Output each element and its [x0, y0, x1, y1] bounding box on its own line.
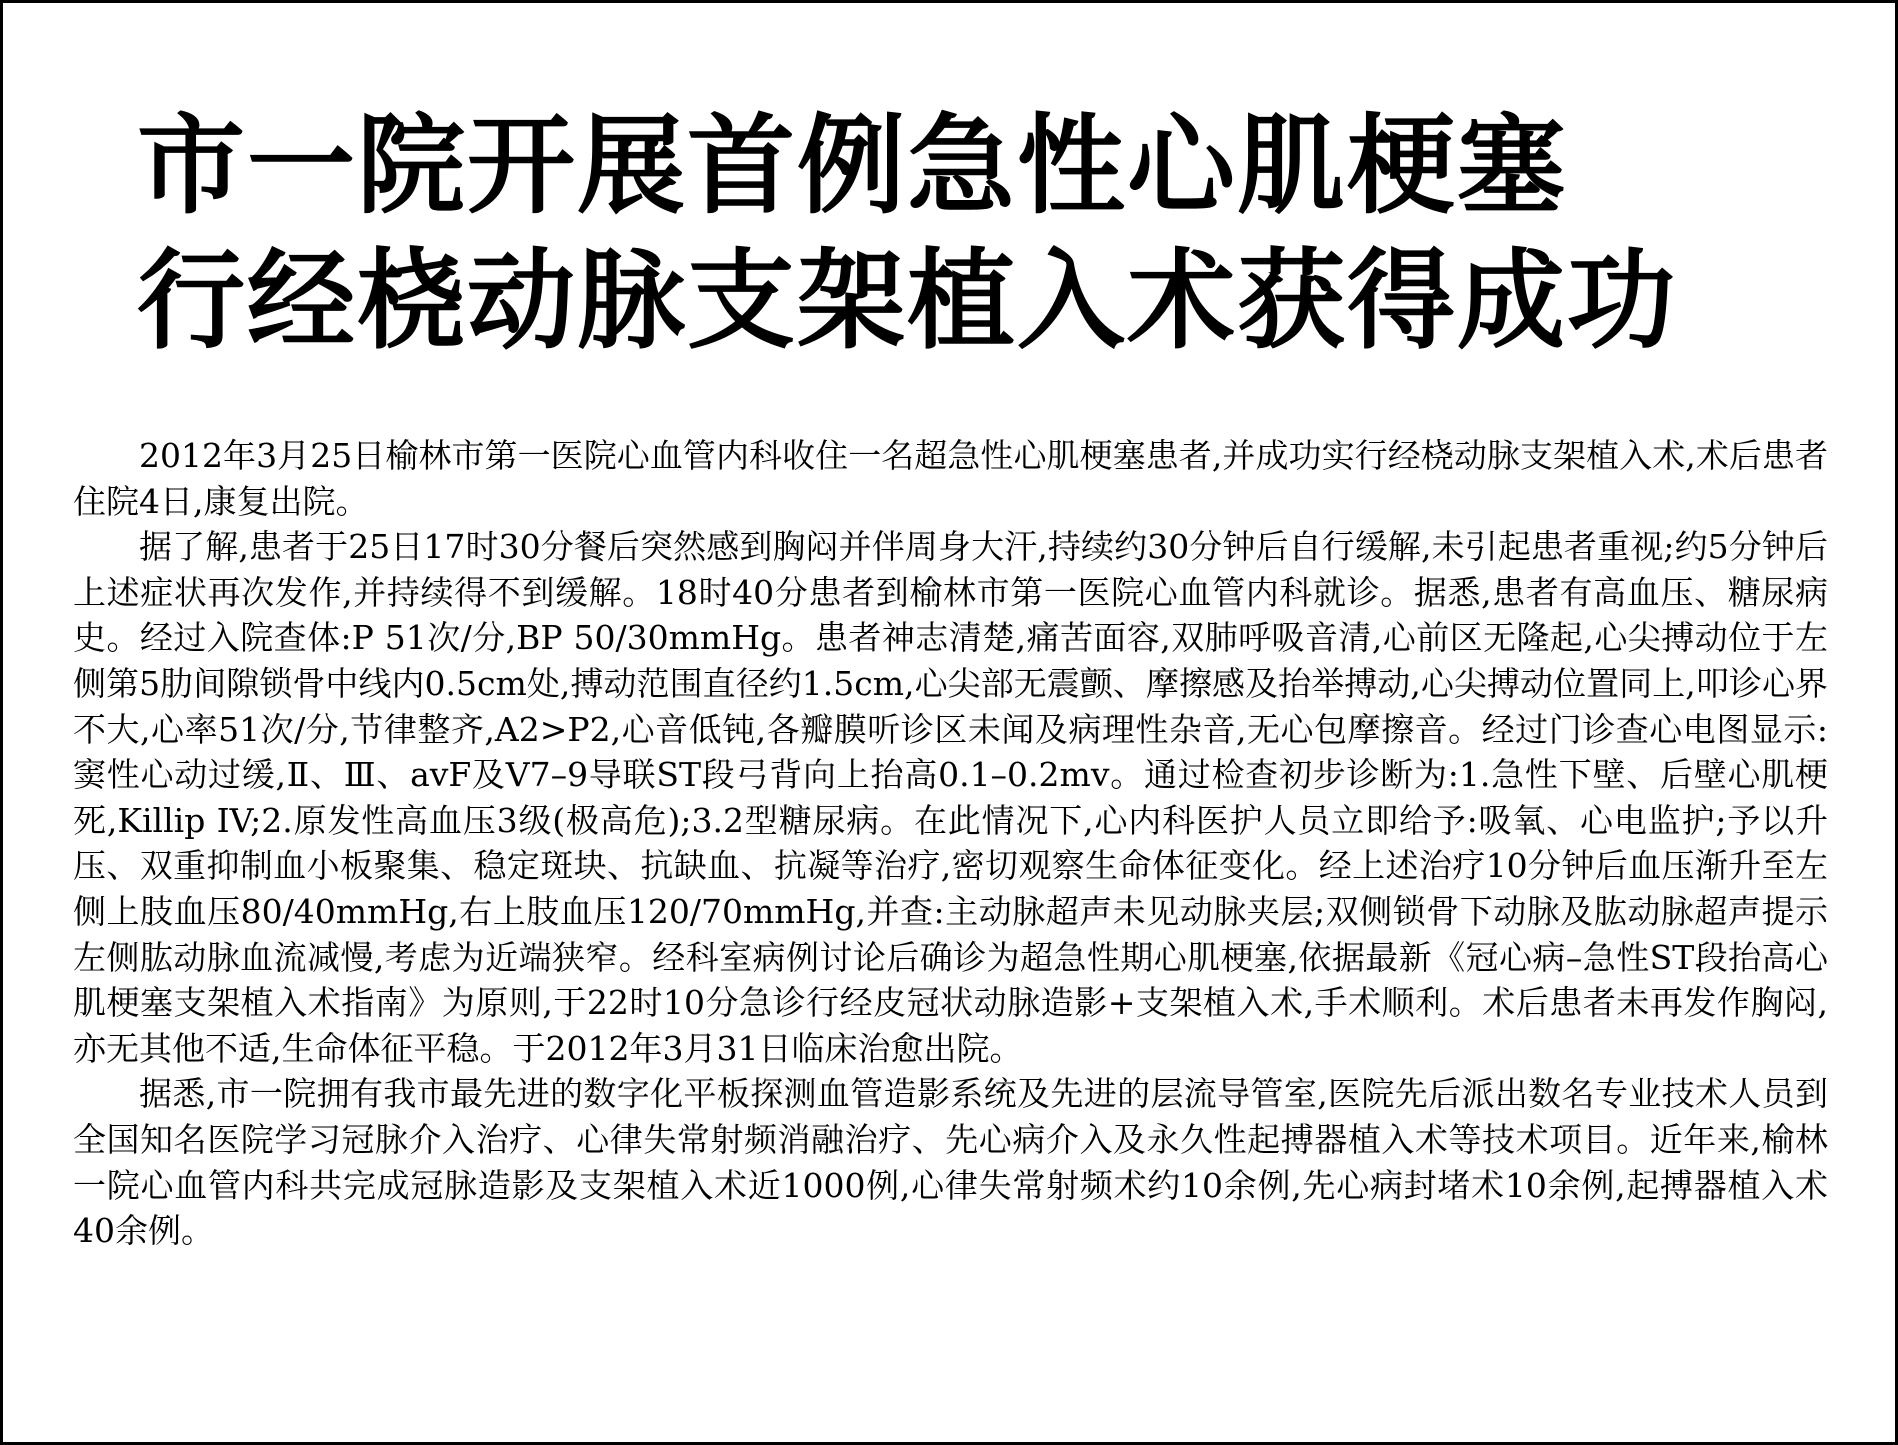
headline-line-2: 行经桡动脉支架植入术获得成功: [137, 239, 1678, 364]
paragraph-3: 据悉,市一院拥有我市最先进的数字化平板探测血管造影系统及先进的层流导管室,医院先后派出数名专业技术人员到全国知名医院学习冠脉介入治疗、心律失常射频消融治疗、先心病介入及永久性起搏器植入术等技术项目。近年来,榆林一院心血管内科共完成冠脉造影及支架植入术近1000例,心律失常射频术约10余例,先心病封堵术10余例,起搏器植入术40余例。: [73, 1074, 1828, 1251]
headline: [137, 99, 1837, 369]
paragraph-1: 2012年3月25日榆林市第一医院心血管内科收住一名超急性心肌梗塞患者,并成功实行经桡动脉支架植入术,术后患者住院4日,康复出院。: [73, 436, 1828, 521]
headline-line-1: 市一院开展首例急性心肌梗塞: [137, 104, 1568, 229]
paragraph-2: 据了解,患者于25日17时30分餐后突然感到胸闷并伴周身大汗,持续约30分钟后自行缓解,未引起患者重视;约5分钟后上述症状再次发作,并持续得不到缓解。18时40分患者到榆林市第一医院心血管内科就诊。据悉,患者有高血压、糖尿病史。经过入院查体:P 51次/分,BP 50/30mmHg。患者神志清楚,痛苦面容,双肺呼吸音清,心前区无隆起,心尖搏动位于左侧第5肋间隙锁骨中线内0.5cm处,搏动范围直径约1.5cm,心尖部无震颤、摩擦感及抬举搏动,心尖搏动位置同上,叩诊心界不大,心率51次/分,节律整齐,A2>P2,心音低钝,各瓣膜听诊区未闻及病理性杂音,无心包摩擦音。经过门诊查心电图显示:窦性心动过缓,Ⅱ、Ⅲ、avF及V7–9导联ST段弓背向上抬高0.1–0.2mv。通过检查初步诊断为:1.急性下壁、后壁心肌梗死,Killip IV;2.原发性高血压3级(极高危);3.2型糖尿病。在此情况下,心内科医护人员立即给予:吸氧、心电监护;予以升压、双重抑制血小板聚集、稳定斑块、抗缺血、抗凝等治疗,密切观察生命体征变化。经上述治疗10分钟后血压渐升至左侧上肢血压80/40mmHg,右上肢血压120/70mmHg,并查:主动脉超声未见动脉夹层;双侧锁骨下动脉及肱动脉超声提示左侧肱动脉血流减慢,考虑为近端狭窄。经科室病例讨论后确诊为超急性期心肌梗塞,依据最新《冠心病–急性ST段抬高心肌梗塞支架植入术指南》为原则,于22时10分急诊行经皮冠状动脉造影+支架植入术,手术顺利。术后患者未再发作胸闷,亦无其他不适,生命体征平稳。于2012年3月31日临床治愈出院。: [73, 527, 1828, 1068]
article-body: [73, 433, 1828, 1254]
